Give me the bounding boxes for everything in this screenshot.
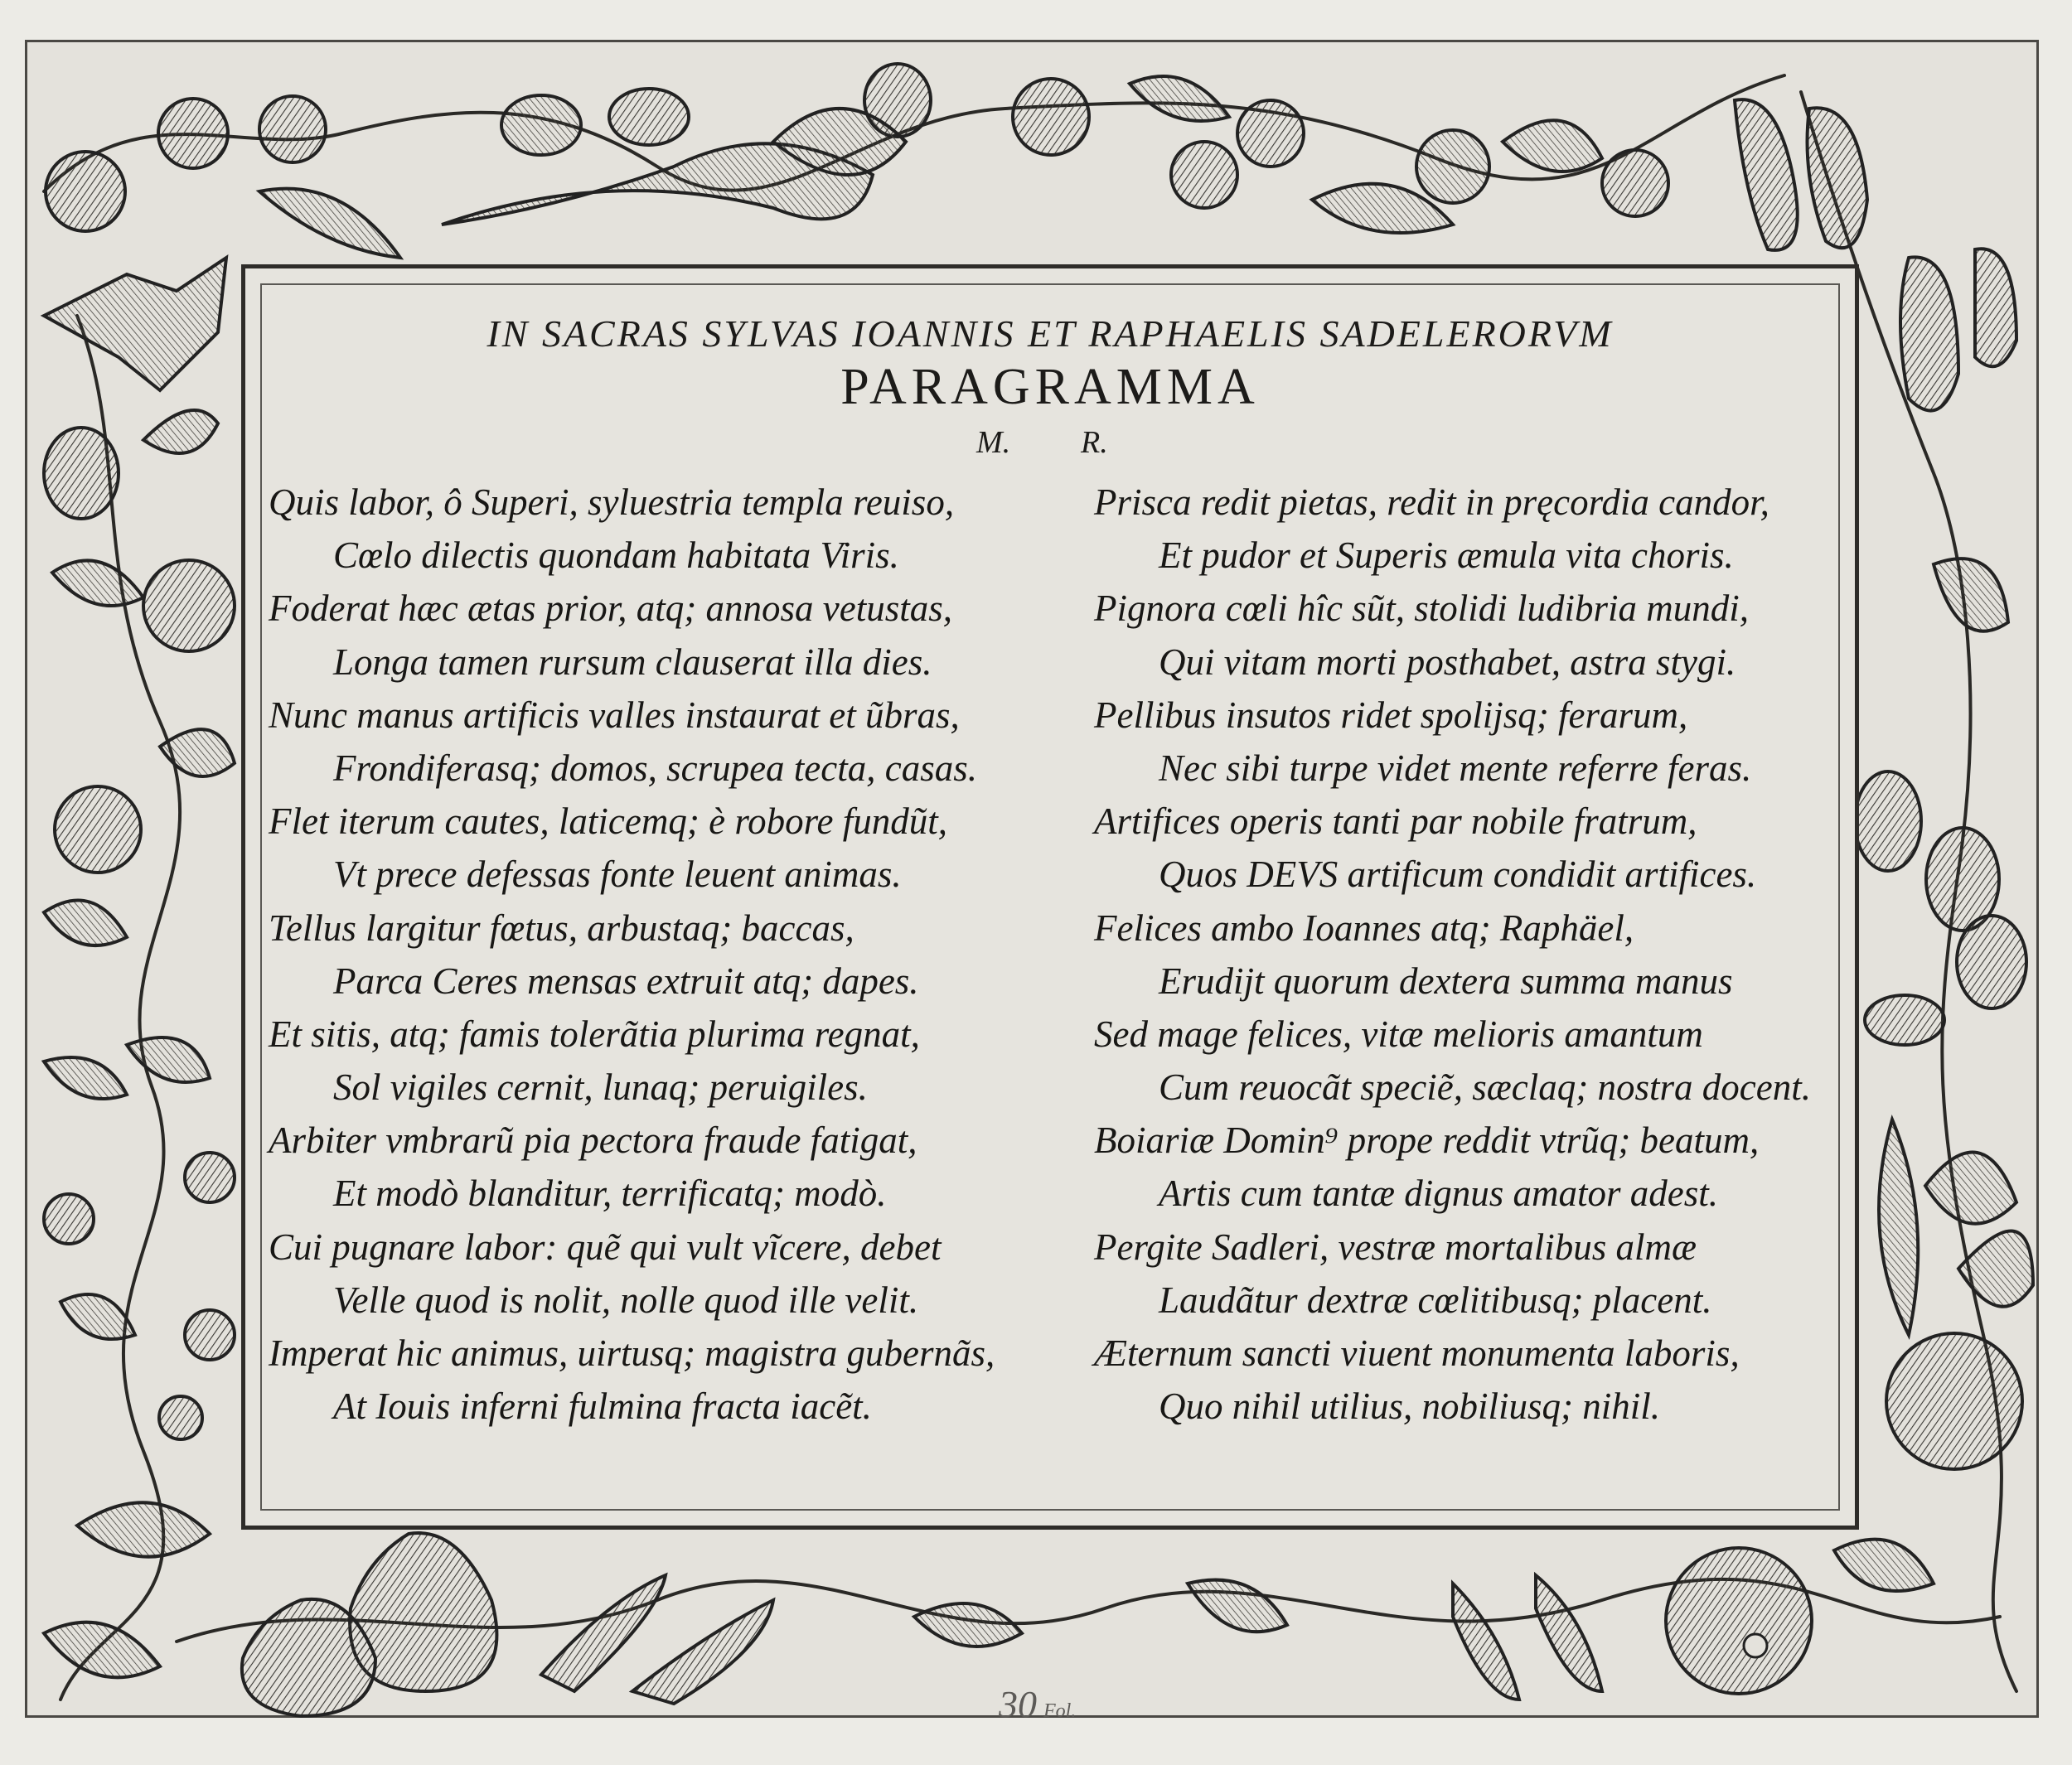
- folio-suffix: Fol.: [1043, 1700, 1077, 1722]
- folio-annotation: [999, 1682, 1076, 1726]
- verse-line: Frondiferasq; domos, scrupea tecta, casas.: [333, 747, 977, 789]
- verse-line: Laudãtur dextræ cœlitibusq; placent.: [1159, 1279, 1712, 1321]
- verse-line: Artis cum tantæ dignus amator adest.: [1159, 1173, 1719, 1215]
- verse-line: Cum reuocãt speciẽ, sæclaq; nostra docent.: [1159, 1066, 1811, 1109]
- engraving-plate: [25, 40, 2039, 1718]
- acorn-oak-icon: [442, 64, 931, 225]
- verse-line: Tellus largitur fœtus, arbustaq; baccas,: [269, 907, 854, 949]
- column-mark-right: R.: [1081, 425, 1108, 460]
- verse-line: Imperat hic animus, uirtusq; magistra gubernãs,: [269, 1332, 995, 1374]
- pear-icon: [44, 1502, 496, 1716]
- verse-line: Sed mage felices, vitæ melioris amantum: [1094, 1013, 1703, 1055]
- hazelnut-icon: [1013, 76, 1668, 233]
- verse-line: Qui vitam morti posthabet, astra stygi.: [1159, 641, 1736, 683]
- verse-line: Sol vigiles cernit, lunaq; peruigiles.: [333, 1066, 868, 1109]
- verse-line: Æternum sancti viuent monumenta laboris,: [1094, 1332, 1740, 1374]
- verse-line: Longa tamen rursum clauserat illa dies.: [333, 641, 932, 683]
- plum-branch-icon: [44, 410, 235, 945]
- verse-line: At Iouis inferni fulmina fracta iacẽt.: [333, 1385, 872, 1428]
- verse-line: Pellibus insutos ridet spolijsq; ferarum,: [1094, 694, 1688, 736]
- verse-line: Arbiter vmbrarũ pia pectora fraude fatigat,: [269, 1119, 917, 1162]
- verse-line: Flet iterum cautes, laticemq; è robore fundũt,: [269, 800, 947, 843]
- verse-line: Quos DEVS artificum condidit artifices.: [1159, 853, 1757, 896]
- verse-line: Nec sibi turpe videt mente referre feras.: [1159, 747, 1752, 789]
- raspberry-icon: [44, 1037, 235, 1439]
- verse-line: Parca Ceres mensas extruit atq; dapes.: [333, 960, 919, 1002]
- verse-line: Et pudor et Superis æmula vita choris.: [1159, 534, 1734, 577]
- verse-line: Pergite Sadleri, vestræ mortalibus almæ: [1094, 1226, 1697, 1268]
- verse-line: Artifices operis tanti par nobile fratrum,: [1094, 800, 1697, 843]
- text-cartouche: [241, 264, 1859, 1530]
- verse-line: Cœlo dilectis quondam habitata Viris.: [333, 534, 899, 577]
- verse-line: Boiariæ Domin⁹ prope reddit vtrũq; beatum,: [1094, 1119, 1760, 1162]
- verse-line: Quo nihil utilius, nobiliusq; nihil.: [1159, 1385, 1661, 1428]
- verse-line: Prisca redit pietas, redit in pręcordia candor,: [1094, 481, 1769, 523]
- column-mark-left: M.: [976, 425, 1011, 460]
- folio-number: 30: [999, 1683, 1037, 1725]
- verse-line: Vt prece defessas fonte leuent animas.: [333, 853, 902, 896]
- verse-line: Et modò blanditur, terrificatq; modò.: [333, 1173, 887, 1215]
- poem-column-right: [1094, 476, 1811, 1433]
- verse-line: Pignora cœli hîc sũt, stolidi ludibria mundi,: [1094, 588, 1750, 630]
- verse-line: Et sitis, atq; famis tolerãtia plurima regnat,: [269, 1013, 920, 1055]
- poem-column-left: [269, 476, 995, 1433]
- almond-icon: [1855, 559, 2026, 1224]
- verse-line: Foderat hæc ætas prior, atq; annosa vetustas,: [269, 588, 953, 630]
- verse-line: Nunc manus artificis valles instaurat et ũbras,: [269, 694, 960, 736]
- verse-line: Quis labor, ô Superi, syluestria templa reuiso,: [269, 481, 955, 523]
- verse-line: Velle quod is nolit, nolle quod ille velit.: [333, 1279, 919, 1321]
- verse-line: Erudijt quorum dextera summa manus: [1159, 960, 1733, 1002]
- title-line-1: IN SACRAS SYLVAS IOANNIS ET RAPHAELIS SADELERORVM: [487, 312, 1614, 355]
- verse-line: Felices ambo Ioannes atq; Raphäel,: [1094, 907, 1634, 949]
- verse-line: Cui pugnare labor: quẽ qui vult vĩcere, debet: [269, 1226, 942, 1268]
- title-line-2: PARAGRAMMA: [840, 359, 1260, 415]
